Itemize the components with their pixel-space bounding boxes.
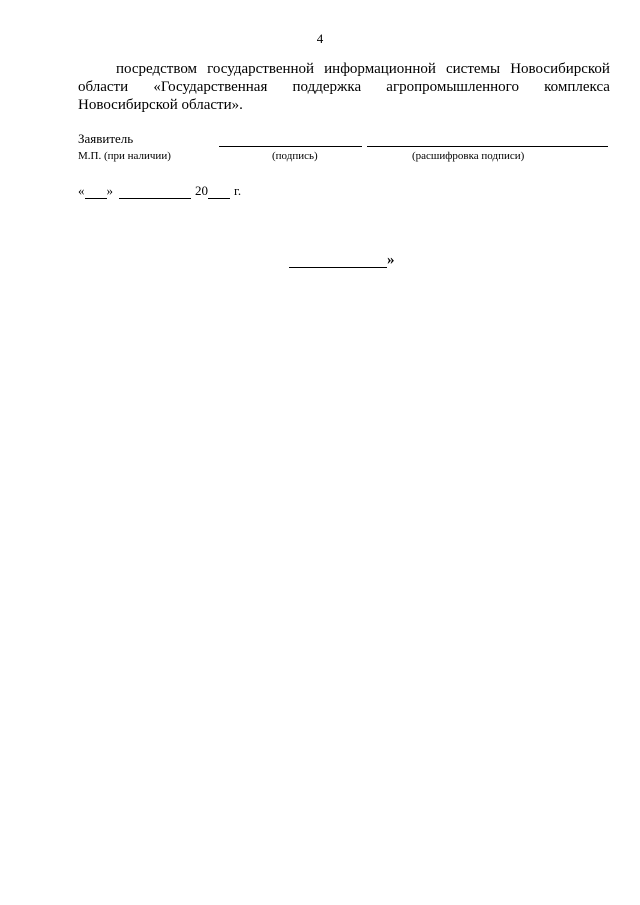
end-rule <box>289 255 387 268</box>
paragraph-word: посредством <box>116 61 198 77</box>
paragraph-word: государственной <box>207 61 315 77</box>
paragraph-word: Новосибирской <box>510 61 610 77</box>
date-open-quote: « <box>78 183 85 198</box>
date-day-blank <box>85 185 107 199</box>
paragraph-line-1 <box>78 60 610 78</box>
date-field <box>78 183 241 201</box>
applicant-label: Заявитель <box>78 131 134 146</box>
signature-captions <box>78 149 610 165</box>
end-closing-quote: » <box>387 252 395 268</box>
paragraph-word: поддержка <box>292 79 362 95</box>
signature-decode-caption: (расшифровка подписи) <box>412 150 525 162</box>
body-paragraph <box>78 60 610 114</box>
date-month-blank <box>119 185 191 199</box>
date-century: 20 <box>195 183 208 198</box>
paragraph-word: агропромышленного <box>386 79 519 95</box>
date-year-blank <box>208 185 230 199</box>
paragraph-word: информационной <box>324 61 436 77</box>
stamp-caption: М.П. (при наличии) <box>78 150 171 162</box>
date-close-quote: » <box>106 183 113 198</box>
signature-row <box>78 131 610 149</box>
paragraph-word: комплекса <box>544 79 610 95</box>
paragraph-line-2 <box>78 78 610 96</box>
paragraph-word: области <box>78 79 129 95</box>
paragraph-word: системы <box>445 61 501 77</box>
signature-decode-line <box>367 146 608 147</box>
document-end-mark <box>289 252 395 270</box>
signature-caption: (подпись) <box>272 150 318 162</box>
page-number: 4 <box>316 31 324 46</box>
paragraph-word: «Государственная <box>153 79 268 95</box>
signature-line <box>219 146 362 147</box>
paragraph-line-3: Новосибирской области». <box>78 97 243 113</box>
date-year-suffix: г. <box>234 183 242 198</box>
